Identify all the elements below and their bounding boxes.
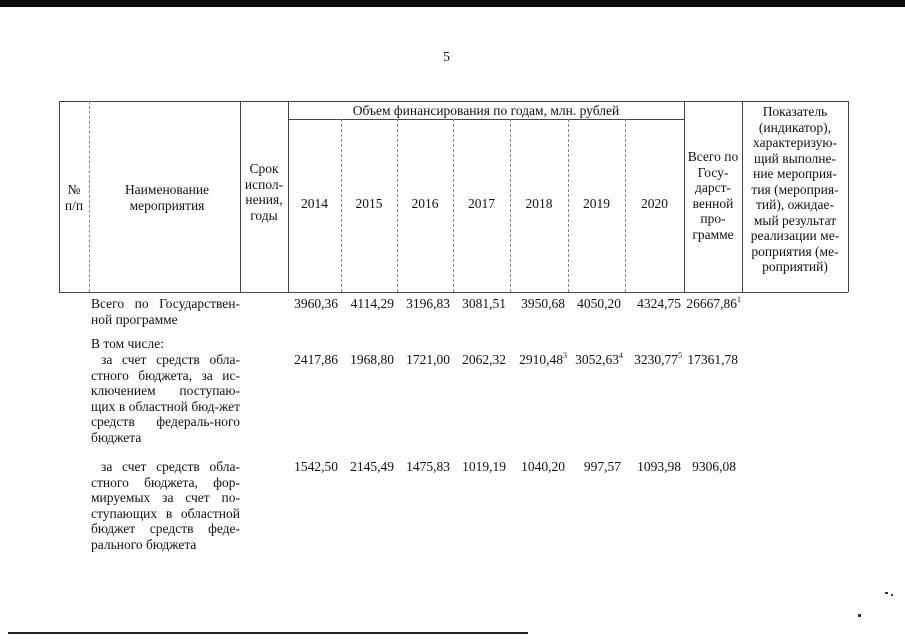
footnote-1: 1 (737, 295, 741, 304)
row-total-2017: 3081,51 (462, 296, 506, 311)
row-total-2019: 4050,20 (577, 296, 621, 311)
row-total-label: Всего по Государствен-ной программе (91, 296, 240, 327)
page-number: 5 (443, 50, 450, 65)
header-year-2019: 2019 (583, 196, 610, 211)
row-federal-label: за счет средств обла-стного бюджета, фор-мируемых за счет по-ступающих в областной бюджет средств феде-рального бюджета (91, 459, 240, 552)
row-federal-2015: 2145,49 (350, 459, 394, 474)
section-label-including: В том числе: (91, 336, 164, 351)
header-funding-group: Объем финансирования по годам, млн. рублей (352, 103, 620, 118)
row-federal-2018: 1040,20 (521, 459, 565, 474)
row-federal-2014: 1542,50 (294, 459, 338, 474)
footnote-3: 3 (563, 351, 567, 360)
row-total-2020: 4324,75 (637, 296, 681, 311)
header-year-2018: 2018 (525, 196, 553, 211)
header-term: Срок испол-нения, годы (244, 161, 284, 223)
footnote-4: 4 (619, 351, 623, 360)
row-total-sum: 26667,86$^1$ (686, 295, 741, 311)
row-total-2018: 3950,68 (521, 296, 565, 311)
header-year-2015: 2015 (355, 196, 383, 211)
row-regional-2017: 2062,32 (462, 352, 506, 367)
header-name: Наименование мероприятия (124, 182, 210, 213)
row-federal-sum: 9306,08 (692, 459, 736, 474)
header-year-2017: 2017 (468, 196, 495, 211)
row-regional-2014: 2417,86 (294, 352, 338, 367)
row-federal-2019: 997,57 (583, 459, 621, 474)
footnote-5: 5 (678, 351, 682, 360)
row-regional-label: за счет средств обла-стного бюджета, за ис-ключением поступаю-щих в областной бюд-жет средств федераль-ного бюджета (91, 352, 240, 445)
row-federal-2016: 1475,83 (406, 459, 450, 474)
header-year-2014: 2014 (301, 196, 328, 211)
header-indicator: Показатель (индикатор), характеризую-щий выполне-ние мероприя-тия (мероприя-тий), ожидае-мый результат реализации ме-роприятия (ме-роприятий) (750, 104, 840, 274)
row-regional-2016: 1721,00 (406, 352, 450, 367)
row-federal-2017: 1019,19 (462, 459, 506, 474)
row-regional-2019: 3052,63$^4$ (575, 351, 623, 367)
header-year-2020: 2020 (641, 196, 668, 211)
row-regional-2020: 3230,77$^5$ (634, 351, 682, 367)
header-total: Всего по Госу-дарст-венной про-грамме (687, 149, 739, 242)
row-total-2014: 3960,36 (294, 296, 338, 311)
scan-speck (858, 614, 861, 617)
row-regional-sum: 17361,78 (687, 352, 738, 367)
row-total-2015: 4114,29 (350, 296, 394, 311)
top-scan-border (0, 0, 905, 7)
row-federal-2020: 1093,98 (637, 459, 681, 474)
bottom-scan-rule (8, 632, 528, 634)
row-regional-2018: 2910,48$^3$ (519, 351, 567, 367)
scan-speck (891, 594, 893, 596)
header-number: № п/п (64, 182, 84, 213)
row-total-2016: 3196,83 (406, 296, 450, 311)
header-year-2016: 2016 (411, 196, 439, 211)
row-regional-2015: 1968,80 (350, 352, 394, 367)
scan-speck (885, 592, 888, 594)
